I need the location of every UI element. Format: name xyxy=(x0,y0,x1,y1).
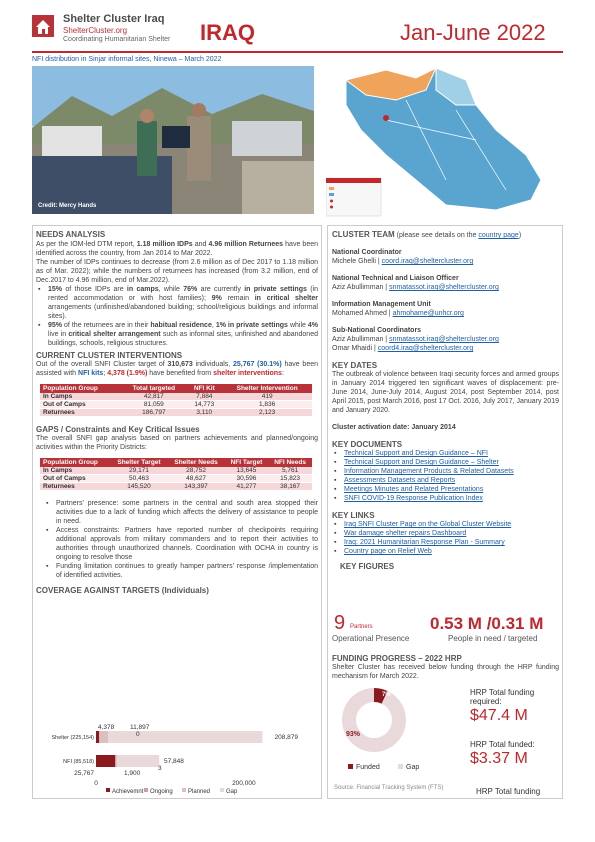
interventions-text-part: individuals, xyxy=(192,361,233,368)
people-in-need-label: People in need / targeted xyxy=(448,634,538,643)
email-link[interactable]: ahmohame@unhcr.org xyxy=(392,310,464,317)
needs-bullet-returnees xyxy=(36,321,318,348)
table-cell: 14,773 xyxy=(186,401,222,409)
table-cell: 2,123 xyxy=(222,409,312,417)
needs-text: 4% xyxy=(307,322,319,329)
snc-contact-1 xyxy=(332,335,559,344)
shelter-interventions-label: shelter interventions xyxy=(213,370,282,377)
needs-text: 9% xyxy=(211,295,222,302)
table-cell: 1,836 xyxy=(222,401,312,409)
interventions-text xyxy=(36,360,318,378)
bar-segment xyxy=(115,755,116,767)
row-label: In Camps xyxy=(40,467,110,475)
table-header-cell: Total targeted xyxy=(121,384,186,393)
row-label: Returnees xyxy=(40,483,110,491)
snc-title: Sub-National Coordinators xyxy=(332,327,422,334)
partners-count: 9 xyxy=(334,612,346,634)
needs-text: in private settings xyxy=(244,286,307,293)
funding-title: FUNDING PROGRESS – 2022 HRP xyxy=(332,654,462,663)
returnee-count: 4.96 million Returnees xyxy=(208,241,284,248)
document-link-text[interactable]: Meetings Minutes and Related Presentations xyxy=(344,486,484,493)
pie-label: 7% xyxy=(382,692,391,698)
table-cell: 30,596 xyxy=(225,475,269,483)
needs-paragraph-2: The number of IDPs continues to decrease (from 2.6 million as of Dec 2017 to 1.18 million as of Mar. 2022); while the numbers of returnees has increased (from 3.2 million, end of Dec.2017 to 4.96 million, end of Mar.2022). xyxy=(36,259,318,284)
needs-text: while xyxy=(287,322,308,329)
period-title: Jan-June 2022 xyxy=(400,20,546,45)
row-label: In Camps xyxy=(40,393,121,401)
interventions-table xyxy=(40,384,312,417)
table-cell: 143,397 xyxy=(167,483,224,491)
needs-text: and xyxy=(192,241,209,248)
row-label: Out of Camps xyxy=(40,401,121,409)
key-link-text[interactable]: Iraq: 2021 Humanitarian Response Plan - Summary xyxy=(344,539,505,546)
document-link[interactable] xyxy=(332,449,559,458)
legend-label: Achievemnt xyxy=(112,789,144,795)
key-link[interactable] xyxy=(332,538,559,547)
table-header-cell: NFI Needs xyxy=(268,458,312,467)
photo-credit: Credit: Mercy Hands xyxy=(38,203,97,209)
table-cell: 50,463 xyxy=(110,475,167,483)
legend-label: Planned xyxy=(188,789,211,795)
category-label: Shelter (225,154) xyxy=(51,735,94,741)
gap-bullet-text: Access constraints: Partners have reported number of checkpoints requiring additional approvals from military commanders and to report their activities to authorities through unauthorized channels. Coordination with OCHA in country is ongoing to resolve those xyxy=(56,527,318,561)
gaps-table-body xyxy=(40,467,312,491)
people-in-need-value: 0.53 M /0.31 M xyxy=(430,614,544,633)
legend-swatch xyxy=(348,764,353,769)
table-row xyxy=(40,393,312,401)
document-link-text[interactable]: SNFI COVID-19 Response Publication Index xyxy=(344,495,483,502)
gap-bullet-text: Partners' presence: some partners in the central and south area stopped their activities due to a lack of funding which affects the delivery of assistance to people in need. xyxy=(56,500,318,525)
needs-text: 1% in private settings xyxy=(215,322,288,329)
email-link[interactable]: snmatassot.iraq@sheltercluster.org xyxy=(389,336,499,343)
document-link[interactable] xyxy=(332,476,559,485)
email-link[interactable]: snmatassot.iraq@sheltercluster.org xyxy=(389,284,499,291)
operational-presence-label: Operational Presence xyxy=(332,634,410,643)
table-cell: 5,761 xyxy=(268,467,312,475)
gap-bullet xyxy=(44,526,318,562)
cluster-team-title: CLUSTER TEAM xyxy=(332,230,395,239)
coverage-title: COVERAGE AGAINST TARGETS (Individuals) xyxy=(36,586,209,595)
x-tick-label: 200,000 xyxy=(232,780,256,787)
table-row xyxy=(40,467,312,475)
gaps-intro: The overall SNFI gap analysis based on partners achievements and planned/ongoing activities within the Priority Districts: xyxy=(36,435,318,451)
needs-analysis-title: NEEDS ANALYSIS xyxy=(36,230,106,239)
funding-pie-chart xyxy=(336,680,466,780)
legend-swatch xyxy=(106,788,110,792)
nfi-kits-label: NFI kits xyxy=(78,370,104,377)
table-header-row xyxy=(40,458,312,467)
funding-pie-svg xyxy=(336,680,466,780)
bar-segment xyxy=(96,755,115,767)
ntlo-contact xyxy=(332,283,559,292)
data-label: 208,879 xyxy=(274,734,298,741)
cluster-team-heading xyxy=(332,230,559,240)
idp-count: 1.18 million IDPs xyxy=(136,241,193,248)
interventions-text-part: ; xyxy=(103,370,108,377)
shelter-assisted: 4,378 (1.9%) xyxy=(107,370,148,377)
imu-contact xyxy=(332,309,559,318)
hrp-total-label: HRP Total funding xyxy=(476,787,541,796)
key-links-list xyxy=(332,520,559,556)
team-note: ) xyxy=(518,232,522,239)
needs-text: , while xyxy=(158,286,184,293)
legend-label: Gap xyxy=(406,764,420,771)
bar-segment xyxy=(96,731,99,743)
gap-bullet xyxy=(44,562,318,580)
key-documents-list xyxy=(332,449,559,503)
contact-name: Michele Ghelli | xyxy=(332,258,382,265)
data-label: 3 xyxy=(158,765,162,772)
ntlo-title: National Technical and Liaison Officer xyxy=(332,275,459,282)
coverage-chart xyxy=(36,717,318,797)
legend-label: Funded xyxy=(356,764,380,771)
needs-text: are currently xyxy=(197,286,245,293)
gaps-table xyxy=(40,458,312,491)
key-links-title: KEY LINKS xyxy=(332,511,375,520)
right-content xyxy=(332,230,559,571)
contact-name: Mohamed Ahmed | xyxy=(332,310,393,317)
snc-contact-2 xyxy=(332,344,559,353)
interventions-table-body xyxy=(40,393,312,417)
needs-text: such as informal sites, unfinished and abandoned buildings, schools, religious structures. xyxy=(48,331,318,347)
legend-swatch xyxy=(220,788,224,792)
table-cell: 38,167 xyxy=(268,483,312,491)
table-cell: 29,171 xyxy=(110,467,167,475)
gap-bullet xyxy=(44,499,318,526)
table-cell: 7,884 xyxy=(186,393,222,401)
imu-title: Information Management Unit xyxy=(332,301,431,308)
data-label: 57,848 xyxy=(164,758,184,765)
contact-name: Aziz Abullimman | xyxy=(332,284,390,291)
needs-text: (in rented accommodation or with host families); xyxy=(48,286,318,302)
data-label: 25,767 xyxy=(74,770,94,777)
table-cell: 28,752 xyxy=(167,467,224,475)
needs-text: in critical shelter xyxy=(254,295,318,302)
key-link[interactable] xyxy=(332,529,559,538)
table-cell: 41,277 xyxy=(225,483,269,491)
table-cell: 81,059 xyxy=(121,401,186,409)
contact-name: Aziz Abullimman | xyxy=(332,336,390,343)
needs-paragraph-1 xyxy=(36,240,318,258)
country-title: IRAQ xyxy=(200,20,255,45)
funding-section xyxy=(332,654,559,681)
table-header-cell: Shelter Intervention xyxy=(222,384,312,393)
shelter-cluster-logo xyxy=(32,15,54,37)
funding-source: Source: Financial Tracking System (FTS) xyxy=(334,785,444,791)
needs-text: remain xyxy=(221,295,255,302)
key-documents-title: KEY DOCUMENTS xyxy=(332,440,403,449)
table-cell: 3,110 xyxy=(186,409,222,417)
bar-segment xyxy=(99,731,108,743)
funding-text: Shelter Cluster has received below funding through the HRP funding mechanism for March 2022. xyxy=(332,664,559,680)
interventions-text-part: : xyxy=(281,370,284,377)
key-link-text[interactable]: Country page on Relief Web xyxy=(344,548,432,555)
table-header-cell: Shelter Target xyxy=(110,458,167,467)
email-link[interactable]: coord4.iraq@sheltercluster.org xyxy=(377,345,474,352)
org-site[interactable]: ShelterCluster.org xyxy=(63,26,128,35)
document-link[interactable] xyxy=(332,458,559,467)
table-row xyxy=(40,409,312,417)
photo-caption: NFI distribution in Sinjar informal sites, Ninewa – March 2022 xyxy=(32,56,222,63)
key-link-text[interactable]: War damage shelter repairs Dashboard xyxy=(344,530,467,537)
table-header-cell: Shelter Needs xyxy=(167,458,224,467)
key-link[interactable] xyxy=(332,547,559,556)
needs-text: in camps xyxy=(126,286,159,293)
table-header-cell: NFI Kit xyxy=(186,384,222,393)
data-label: 1,900 xyxy=(124,770,141,777)
document-link[interactable] xyxy=(332,494,559,503)
needs-text: critical shelter arrangement xyxy=(68,331,161,338)
needs-bullet-idps xyxy=(36,285,318,321)
iraq-map xyxy=(326,60,563,218)
needs-text: of the returnees are in their xyxy=(62,322,151,329)
key-dates-text: The outbreak of violence between Iraqi security forces and armed groups in January 2014 triggered ten significant waves of displacement: pre-June 2014, June-July 2014, August 2014, post September 2014, post April 2015, post March 2016, post 17 Oct. 2016, July 2017, January 2019 and January 2020. xyxy=(332,371,559,414)
table-cell: 48,627 xyxy=(167,475,224,483)
legend-swatch xyxy=(144,788,148,792)
nc-title: National Coordinator xyxy=(332,249,402,256)
pie-slice xyxy=(342,688,406,752)
interventions-title: CURRENT CLUSTER INTERVENTIONS xyxy=(36,351,183,360)
data-label: 0 xyxy=(136,731,140,738)
nfi-assisted: 25,767 (30.1%) xyxy=(233,361,282,368)
funded-value: $3.37 M xyxy=(470,750,528,767)
document-link[interactable] xyxy=(332,467,559,476)
key-link-text[interactable]: Iraq SNFI Cluster Page on the Global Cluster Website xyxy=(344,521,512,528)
needs-text: habitual residence xyxy=(150,322,212,329)
document-link-text[interactable]: Technical Support and Design Guidance – NFI xyxy=(344,450,488,457)
needs-text: of those IDPs are xyxy=(62,286,127,293)
interventions-text-part: have been assisted with xyxy=(36,361,318,377)
table-header-cell: Population Group xyxy=(40,384,121,393)
category-label: NFI (85,518) xyxy=(63,759,94,765)
needs-text: have been identified across the country, from Jan 2014 to Mar 2022. xyxy=(36,241,318,257)
table-cell: 186,797 xyxy=(121,409,186,417)
needs-text: arrangements (unfinished/abandoned building; school/religious buildings and informal sites). xyxy=(48,304,318,320)
email-link[interactable]: coord.iraq@sheltercluster.org xyxy=(381,258,474,265)
needs-text: 15% xyxy=(48,286,63,293)
partners-label: Partners xyxy=(350,624,373,630)
key-figures-title: KEY FIGURES xyxy=(340,562,395,571)
bar-segment xyxy=(108,731,262,743)
table-cell: 15,823 xyxy=(268,475,312,483)
needs-text: , xyxy=(211,322,216,329)
table-row xyxy=(40,401,312,409)
gaps-title: GAPS / Constraints and Key Critical Issues xyxy=(36,425,200,434)
needs-text: 95% xyxy=(48,322,63,329)
contact-name: Omar Mhaidi | xyxy=(332,345,378,352)
coverage-chart-svg xyxy=(36,717,318,797)
interventions-text-part: Out of the overall SNFI Cluster target of xyxy=(36,361,168,368)
table-cell: 145,520 xyxy=(110,483,167,491)
needs-analysis-section xyxy=(36,230,318,595)
table-row xyxy=(40,483,312,491)
table-header-cell: NFI Target xyxy=(225,458,269,467)
overall-target: 310,673 xyxy=(167,361,193,368)
nc-contact xyxy=(332,257,559,266)
legend-swatch xyxy=(182,788,186,792)
table-cell: 42,817 xyxy=(121,393,186,401)
org-subtitle: Coordinating Humanitarian Shelter xyxy=(63,36,171,43)
document-link-text[interactable]: Information Management Products & Related Datasets xyxy=(344,468,514,475)
pie-label: 93% xyxy=(346,731,361,738)
document-link-text[interactable]: Assessments Datasets and Reports xyxy=(344,477,456,484)
table-header-row xyxy=(40,384,312,393)
key-link[interactable] xyxy=(332,520,559,529)
data-label: 4,378 xyxy=(98,724,115,731)
legend-swatch xyxy=(398,764,403,769)
table-cell: 419 xyxy=(222,393,312,401)
table-row xyxy=(40,475,312,483)
legend-label: Gap xyxy=(226,789,238,795)
funding-required-label: HRP Total funding required: xyxy=(470,688,535,706)
gaps-bullets xyxy=(36,499,318,580)
header-divider xyxy=(32,51,563,53)
needs-text: live in xyxy=(48,331,69,338)
key-dates-title: KEY DATES xyxy=(332,361,378,370)
activation-date: Cluster activation date: January 2014 xyxy=(332,424,456,431)
legend-label: Ongoing xyxy=(150,789,173,795)
distribution-photo xyxy=(32,66,314,214)
needs-bullets xyxy=(36,285,318,348)
funded-label: HRP Total funded: xyxy=(470,740,535,749)
row-label: Out of Camps xyxy=(40,475,110,483)
document-link-text[interactable]: Technical Support and Design Guidance – Shelter xyxy=(344,459,499,466)
document-link[interactable] xyxy=(332,485,559,494)
bar-segment xyxy=(116,755,159,767)
table-cell: 13,645 xyxy=(225,467,269,475)
data-label: 11,897 xyxy=(130,724,150,731)
row-label: Returnees xyxy=(40,409,121,417)
gap-bullet-text: Funding limitation continues to greatly hamper partners' response /implementation of identified activities. xyxy=(56,563,318,579)
org-name: Shelter Cluster Iraq xyxy=(63,13,165,25)
funding-required-value: $47.4 M xyxy=(470,707,528,724)
needs-text: As per the IOM-led DTM report, xyxy=(36,241,137,248)
x-tick-label: 0 xyxy=(94,780,98,787)
table-header-cell: Population Group xyxy=(40,458,110,467)
interventions-text-part: have benefited from xyxy=(147,370,214,377)
team-note: (please see details on the xyxy=(394,232,479,239)
country-page-link[interactable]: country page xyxy=(478,232,519,239)
needs-text: 76% xyxy=(183,286,198,293)
